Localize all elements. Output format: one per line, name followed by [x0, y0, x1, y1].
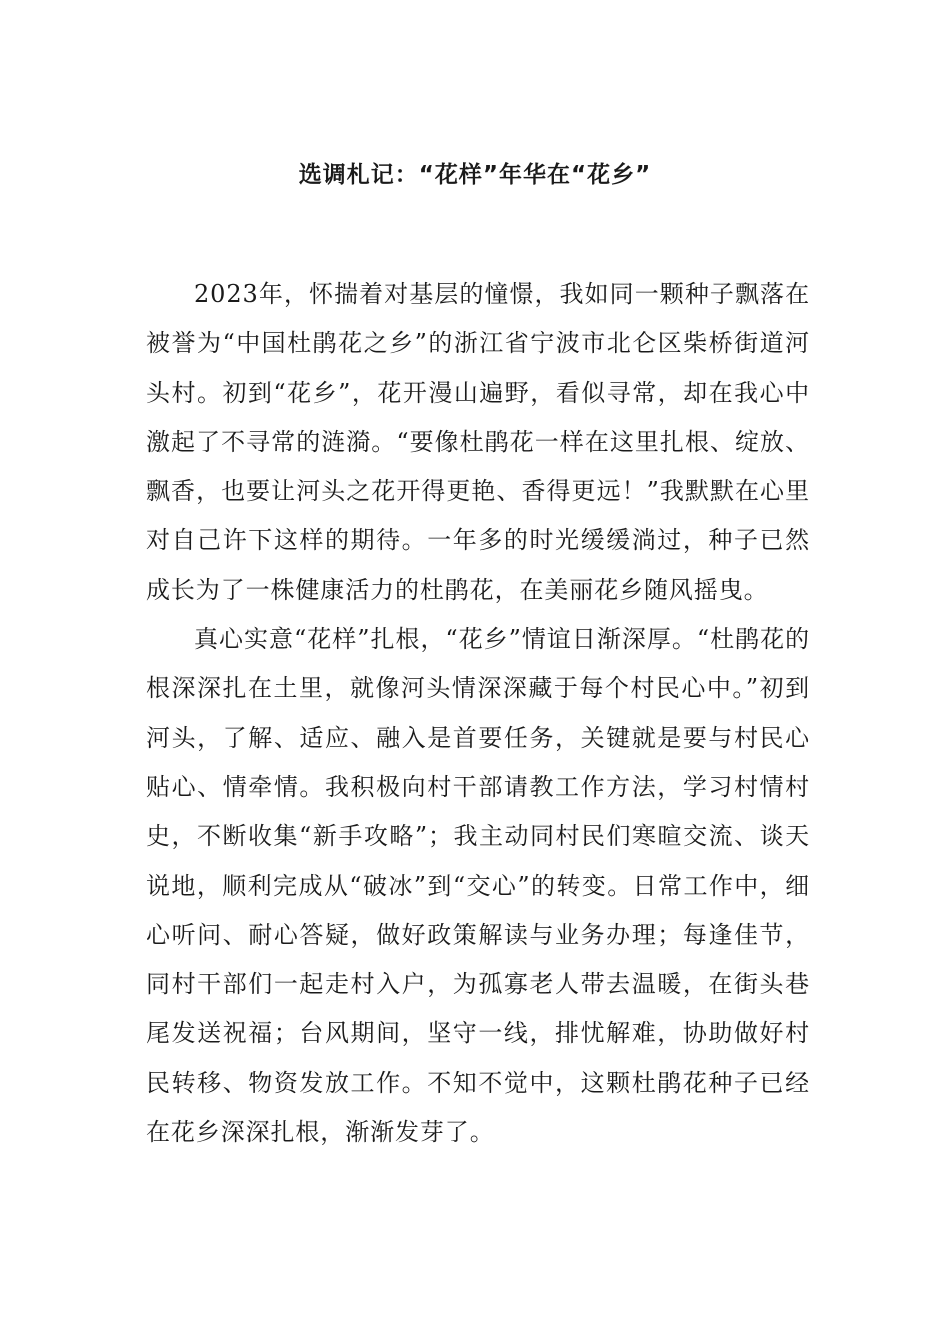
document-body: [146, 270, 810, 1157]
document-title: 选调札记：“花样”年华在“花乡”: [298, 162, 652, 188]
paragraph-1: 2023年，怀揣着对基层的憧憬，我如同一颗种子飘落在被誉为“中国杜鹃花之乡”的浙江省宁波市北仑区柴桥街道河头村。初到“花乡”，花开漫山遍野，看似寻常，却在我心中激起了不寻常的涟漪。“要像杜鹃花一样在这里扎根、绽放、飘香，也要让河头之花开得更艳、香得更远！”我默默在心里对自己许下这样的期待。一年多的时光缓缓淌过，种子已然成长为了一株健康活力的杜鹃花，在美丽花乡随风摇曳。: [146, 280, 810, 604]
paragraph-2: 真心实意“花样”扎根，“花乡”情谊日渐深厚。“杜鹃花的根深深扎在土里，就像河头情深深藏于每个村民心中。”初到河头，了解、适应、融入是首要任务，关键就是要与村民心贴心、情牵情。我积极向村干部请教工作方法，学习村情村史，不断收集“新手攻略”；我主动同村民们寒暄交流、谈天说地，顺利完成从“破冰”到“交心”的转变。日常工作中，细心听问、耐心答疑，做好政策解读与业务办理；每逢佳节，同村干部们一起走村入户，为孤寡老人带去温暖，在街头巷尾发送祝福；台风期间，坚守一线，排忧解难，协助做好村民转移、物资发放工作。不知不觉中，这颗杜鹃花种子已经在花乡深深扎根，渐渐发芽了。: [146, 625, 810, 1147]
